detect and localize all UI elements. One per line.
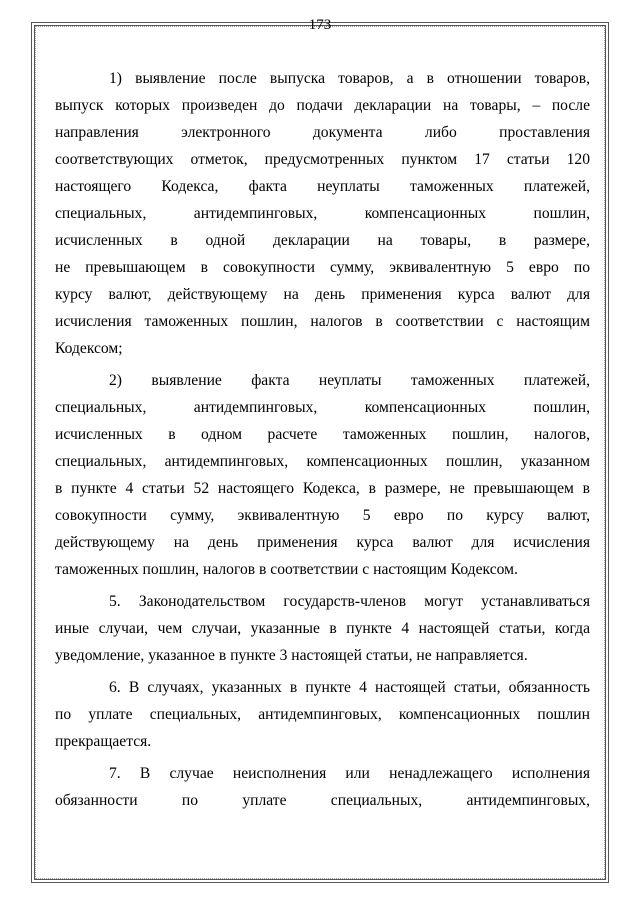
text-line: курсу валют, действующему на день применения курса валют для	[55, 286, 590, 303]
text-line: совокупности сумму, эквивалентную 5 евро по курсу валют,	[55, 507, 590, 524]
text-line: соответствующих отметок, предусмотренных пунктом 17 статьи 120	[55, 151, 590, 168]
text-line: прекращается.	[55, 733, 152, 750]
text-line: 7. В случае неисполнения или ненадлежащего исполнения	[109, 765, 590, 782]
text-line: не превышающем в совокупности сумму, эквивалентную 5 евро по	[55, 259, 590, 276]
text-line: уведомление, указанное в пункте 3 настоящей статьи, не направляется.	[55, 647, 528, 664]
text-line: таможенных пошлин, налогов в соответствии с настоящим Кодексом.	[55, 561, 518, 578]
text-line: 1) выявление после выпуска товаров, а в отношении товаров,	[109, 70, 590, 87]
text-line: обязанности по уплате специальных, антидемпинговых,	[55, 792, 590, 809]
text-line: исчисленных в одном расчете таможенных пошлин, налогов,	[55, 426, 590, 443]
text-line: выпуск которых произведен до подачи декларации на товары, – после	[55, 97, 590, 114]
text-line: по уплате специальных, антидемпинговых, компенсационных пошлин	[55, 706, 590, 723]
text-line: 2) выявление факта неуплаты таможенных платежей,	[109, 372, 590, 389]
text-line: 5. Законодательством государств-членов могут устанавливаться	[109, 593, 590, 610]
text-line: специальных, антидемпинговых, компенсационных пошлин,	[55, 399, 590, 416]
text-line: Кодексом;	[55, 340, 123, 357]
text-line: действующему на день применения курса валют для исчисления	[55, 534, 590, 551]
text-line: 6. В случаях, указанных в пункте 4 настоящей статьи, обязанность	[109, 679, 590, 696]
text-line: исчисления таможенных пошлин, налогов в соответствии с настоящим	[55, 313, 590, 330]
text-line: иные случаи, чем случаи, указанные в пункте 4 настоящей статьи, когда	[55, 620, 590, 637]
text-line: специальных, антидемпинговых, компенсационных пошлин,	[55, 205, 590, 222]
text-line: в пункте 4 статьи 52 настоящего Кодекса, в размере, не превышающем в	[55, 480, 590, 497]
text-line: направления электронного документа либо проставления	[55, 124, 590, 141]
text-line: исчисленных в одной декларации на товары, в размере,	[55, 232, 590, 249]
text-line: настоящего Кодекса, факта неуплаты таможенных платежей,	[55, 178, 590, 195]
page-number: 173	[308, 17, 332, 33]
text-line: специальных, антидемпинговых, компенсационных пошлин, указанном	[55, 453, 590, 470]
